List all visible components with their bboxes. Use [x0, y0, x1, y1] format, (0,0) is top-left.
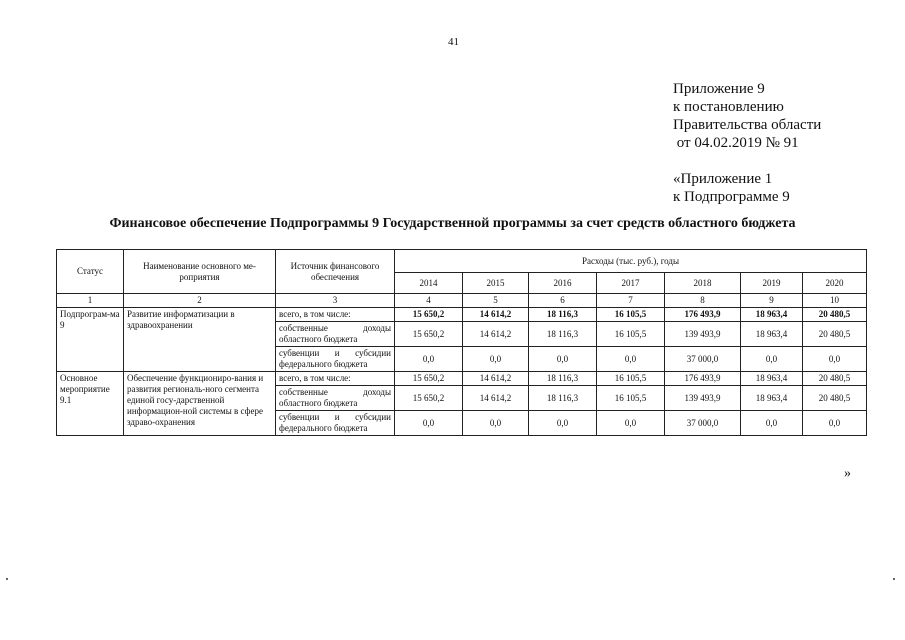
value-cell: 14 614,2 — [463, 308, 529, 322]
value-cell: 20 480,5 — [803, 386, 867, 411]
column-number: 5 — [463, 294, 529, 308]
value-cell: 16 105,5 — [597, 372, 665, 386]
closing-quote: » — [844, 466, 851, 481]
value-cell: 0,0 — [395, 411, 463, 436]
header-year: 2014 — [395, 273, 463, 294]
scan-mark — [893, 578, 895, 580]
value-cell: 18 963,4 — [741, 308, 803, 322]
column-number: 4 — [395, 294, 463, 308]
value-cell: 0,0 — [395, 347, 463, 372]
column-number: 6 — [529, 294, 597, 308]
value-cell: 14 614,2 — [463, 322, 529, 347]
value-cell: 18 963,4 — [741, 386, 803, 411]
value-cell: 0,0 — [803, 411, 867, 436]
value-cell: 139 493,9 — [665, 322, 741, 347]
appendix-line: Правительства области — [673, 117, 822, 133]
value-cell: 0,0 — [529, 347, 597, 372]
value-cell: 176 493,9 — [665, 372, 741, 386]
value-cell: 0,0 — [597, 347, 665, 372]
value-cell: 0,0 — [597, 411, 665, 436]
document-title: Финансовое обеспечение Подпрограммы 9 Государственной программы за счет средств областного бюджета — [109, 216, 796, 231]
column-number: 8 — [665, 294, 741, 308]
header-year: 2020 — [803, 273, 867, 294]
financing-table — [56, 249, 867, 436]
value-cell: 15 650,2 — [395, 372, 463, 386]
value-cell: 37 000,0 — [665, 411, 741, 436]
value-cell: 20 480,5 — [803, 322, 867, 347]
value-cell: 0,0 — [529, 411, 597, 436]
page-number: 41 — [448, 36, 459, 48]
appendix-line: к Подпрограмме 9 — [673, 189, 790, 205]
table-row — [57, 372, 867, 386]
source-cell: собственные доходы областного бюджета — [276, 386, 395, 411]
column-number: 2 — [124, 294, 276, 308]
column-number: 9 — [741, 294, 803, 308]
header-row — [57, 250, 867, 273]
header-year: 2017 — [597, 273, 665, 294]
value-cell: 18 963,4 — [741, 372, 803, 386]
value-cell: 14 614,2 — [463, 386, 529, 411]
table-row — [57, 308, 867, 322]
source-cell: собственные доходы областного бюджета — [276, 322, 395, 347]
value-cell: 18 116,3 — [529, 308, 597, 322]
value-cell: 18 116,3 — [529, 372, 597, 386]
header-year: 2018 — [665, 273, 741, 294]
value-cell: 0,0 — [463, 411, 529, 436]
header-year: 2015 — [463, 273, 529, 294]
header-year: 2019 — [741, 273, 803, 294]
value-cell: 15 650,2 — [395, 386, 463, 411]
header-source: Источник финансового обеспечения — [276, 250, 395, 294]
column-number-row — [57, 294, 867, 308]
name-cell: Обеспечение функциониро-вания и развития региональ-ного сегмента единой госу-дарственной информацион-ной системы в сфере здраво-охранения — [124, 372, 276, 436]
column-number: 1 — [57, 294, 124, 308]
value-cell: 20 480,5 — [803, 372, 867, 386]
source-cell: субвенции и субсидии федерального бюджета — [276, 347, 395, 372]
appendix-line: от 04.02.2019 № 91 — [673, 135, 799, 151]
header-year: 2016 — [529, 273, 597, 294]
value-cell: 176 493,9 — [665, 308, 741, 322]
header-status: Статус — [57, 250, 124, 294]
appendix-gap — [673, 152, 821, 170]
value-cell: 15 650,2 — [395, 308, 463, 322]
value-cell: 139 493,9 — [665, 386, 741, 411]
appendix-block — [673, 80, 821, 206]
value-cell: 18 116,3 — [529, 386, 597, 411]
value-cell: 0,0 — [741, 411, 803, 436]
column-number: 10 — [803, 294, 867, 308]
value-cell: 0,0 — [463, 347, 529, 372]
source-cell: субвенции и субсидии федерального бюджета — [276, 411, 395, 436]
value-cell: 20 480,5 — [803, 308, 867, 322]
value-cell: 18 963,4 — [741, 322, 803, 347]
value-cell: 16 105,5 — [597, 308, 665, 322]
value-cell: 16 105,5 — [597, 386, 665, 411]
appendix-line: к постановлению — [673, 99, 784, 115]
source-cell: всего, в том числе: — [276, 372, 395, 386]
value-cell: 16 105,5 — [597, 322, 665, 347]
value-cell: 14 614,2 — [463, 372, 529, 386]
value-cell: 37 000,0 — [665, 347, 741, 372]
value-cell: 0,0 — [803, 347, 867, 372]
status-cell: Подпрограм-ма 9 — [57, 308, 124, 372]
header-expenses: Расходы (тыс. руб.), годы — [395, 250, 867, 273]
source-cell: всего, в том числе: — [276, 308, 395, 322]
value-cell: 18 116,3 — [529, 322, 597, 347]
column-number: 3 — [276, 294, 395, 308]
appendix-line: «Приложение 1 — [673, 171, 773, 187]
name-cell: Развитие информатизации в здравоохранении — [124, 308, 276, 372]
value-cell: 15 650,2 — [395, 322, 463, 347]
status-cell: Основное мероприятие 9.1 — [57, 372, 124, 436]
header-name: Наименование основного ме-роприятия — [124, 250, 276, 294]
scan-mark — [6, 578, 8, 580]
appendix-line: Приложение 9 — [673, 81, 765, 97]
value-cell: 0,0 — [741, 347, 803, 372]
column-number: 7 — [597, 294, 665, 308]
